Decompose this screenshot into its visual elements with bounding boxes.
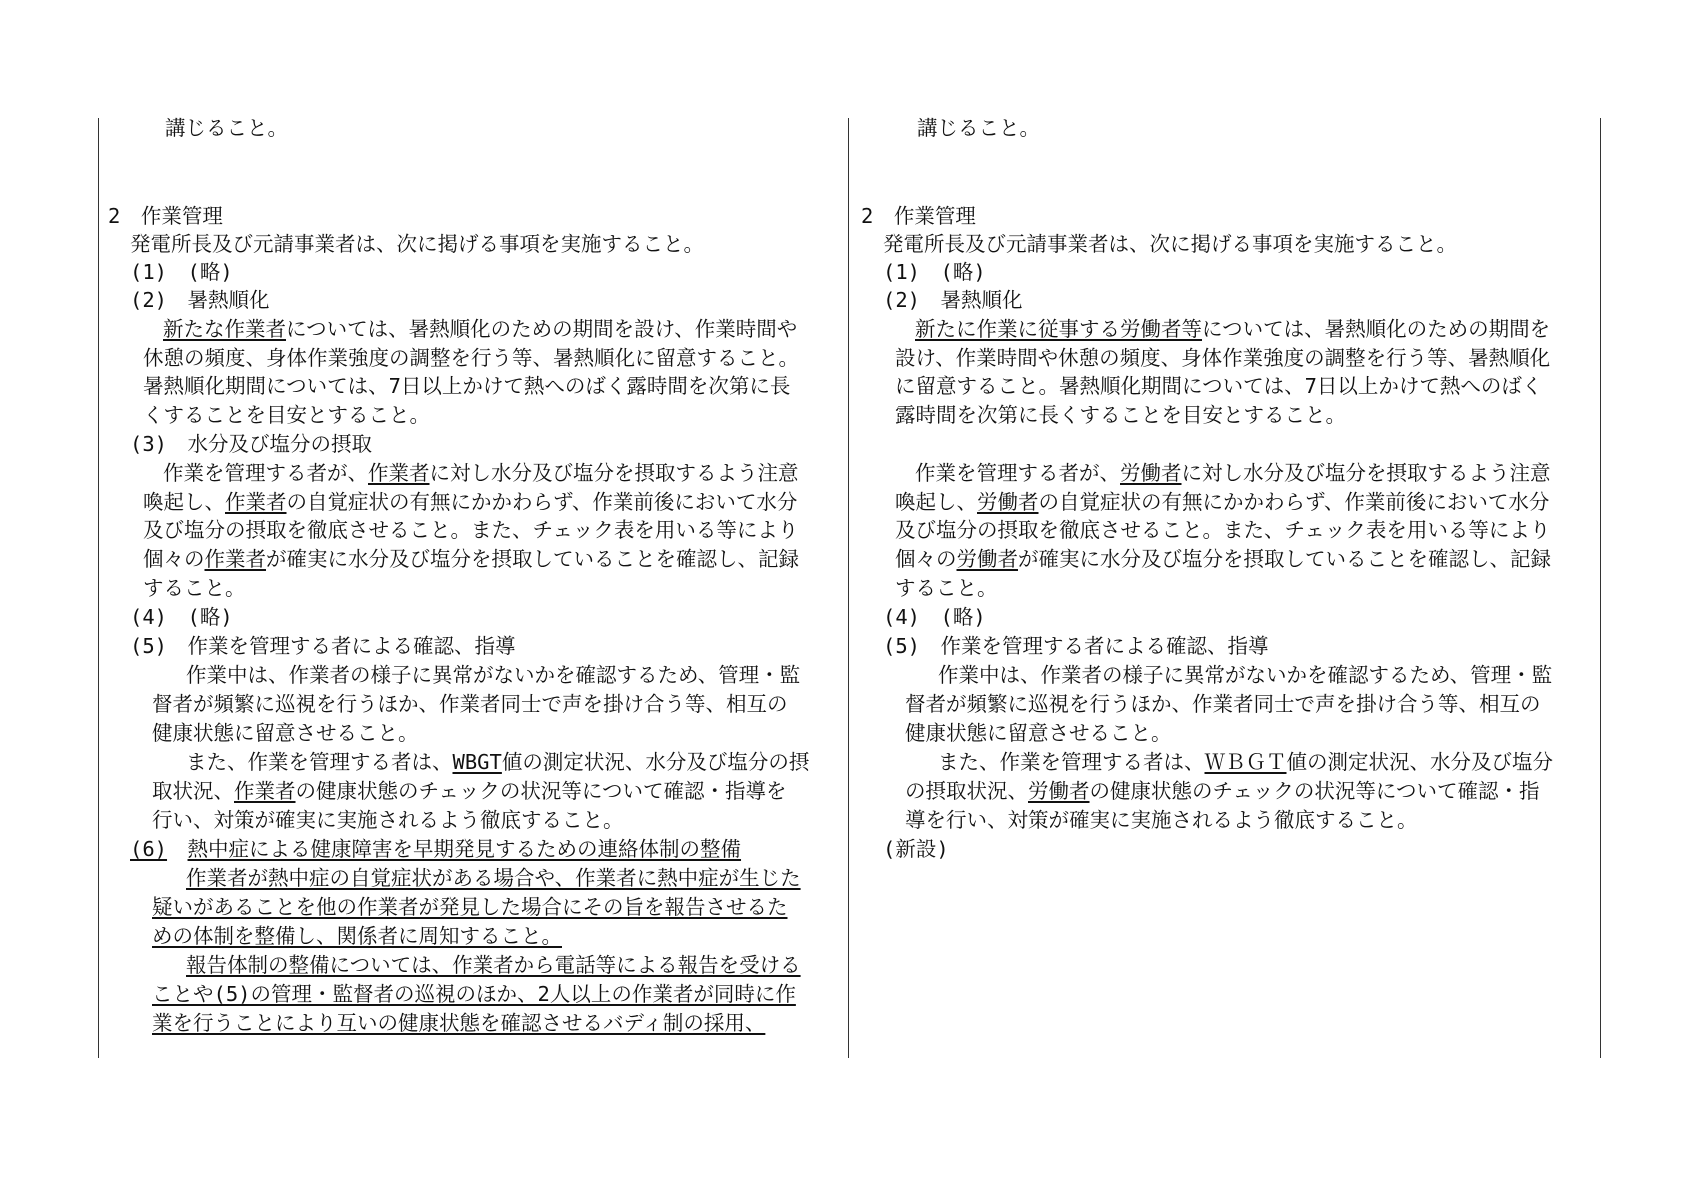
left-text-line bbox=[130, 258, 233, 287]
text-segment: 作業中は、作業者の様子に異常がないかを確認するため、管理・監 bbox=[186, 663, 801, 687]
underlined-text: 作業者 bbox=[225, 490, 287, 514]
text-segment: 値の測定状況、水分及び塩分 bbox=[1286, 750, 1553, 774]
text-segment: 健康状態に留意させること。 bbox=[905, 721, 1172, 745]
text-segment: 発電所長及び元請事業者は、次に掲げる事項を実施すること。 bbox=[130, 232, 704, 256]
text-segment: 値の測定状況、水分及び塩分の摂 bbox=[501, 750, 810, 774]
text-segment: の健康状態のチェックの状況等について確認・指導を bbox=[295, 779, 787, 803]
text-segment: 暑熱順化期間については、7日以上かけて熱へのばく露時間を次第に長 bbox=[143, 374, 791, 398]
left-text-line bbox=[152, 922, 562, 951]
right-text-line bbox=[861, 202, 976, 231]
left-text-line bbox=[130, 603, 233, 632]
text-segment: (3) 水分及び塩分の摂取 bbox=[130, 432, 373, 456]
text-segment: 督者が頻繁に巡視を行うほか、作業者同士で声を掛け合う等、相互の bbox=[905, 692, 1541, 716]
right-text-line bbox=[883, 258, 986, 287]
left-text-line bbox=[152, 777, 786, 806]
text-segment: については、暑熱順化のための期間を設け、作業時間や bbox=[286, 317, 798, 341]
left-text-line bbox=[130, 835, 741, 864]
text-segment: (4) (略) bbox=[883, 605, 986, 629]
left-text-line bbox=[130, 430, 372, 459]
left-text-line bbox=[152, 1009, 765, 1038]
left-text-line bbox=[186, 661, 800, 690]
text-segment: (2) 暑熱順化 bbox=[130, 288, 270, 312]
left-text-line bbox=[152, 893, 788, 922]
underlined-text: WBGT bbox=[452, 750, 502, 774]
underlined-text: 労働者 bbox=[956, 547, 1018, 571]
underlined-text: 業を行うことにより互いの健康状態を確認させるバディ制の採用、 bbox=[152, 1011, 766, 1035]
right-text-line bbox=[915, 459, 1551, 488]
text-segment: の摂取状況、 bbox=[905, 779, 1028, 803]
right-text-line bbox=[883, 835, 949, 864]
left-text-line bbox=[186, 864, 801, 893]
text-segment: 露時間を次第に長くすることを目安とすること。 bbox=[895, 403, 1346, 427]
underlined-text: 熱中症による健康障害を早期発見するための連絡体制の整備 bbox=[187, 837, 742, 861]
right-text-line bbox=[883, 632, 1269, 661]
underlined-text: (6) bbox=[130, 837, 168, 861]
right-text-line bbox=[905, 777, 1539, 806]
text-segment: 作業を管理する者が、 bbox=[163, 461, 368, 485]
underlined-text: めの体制を整備し、関係者に周知すること。 bbox=[152, 924, 562, 948]
left-text-line bbox=[143, 516, 798, 545]
text-segment: また、作業を管理する者は、 bbox=[938, 750, 1205, 774]
left-text-line bbox=[130, 286, 270, 315]
text-segment: (2) 暑熱順化 bbox=[883, 288, 1023, 312]
text-segment: 行い、対策が確実に実施されるよう徹底すること。 bbox=[152, 808, 624, 832]
underlined-text: 作業者 bbox=[234, 779, 296, 803]
underlined-text: 新たな作業者 bbox=[163, 317, 286, 341]
text-segment: (1) (略) bbox=[130, 260, 233, 284]
underlined-text: ＷＢＧＴ bbox=[1204, 750, 1287, 774]
left-text-line bbox=[130, 632, 516, 661]
text-segment: 設け、作業時間や休憩の頻度、身体作業強度の調整を行う等、暑熱順化 bbox=[895, 346, 1551, 370]
left-text-line bbox=[163, 459, 799, 488]
right-text-line bbox=[905, 719, 1172, 748]
text-segment: の自覚症状の有無にかかわらず、作業前後において水分 bbox=[1038, 490, 1550, 514]
text-segment: に対し水分及び塩分を摂取するよう注意 bbox=[429, 461, 799, 485]
right-text-line bbox=[895, 545, 1551, 574]
left-text-line bbox=[143, 574, 246, 603]
right-text-line bbox=[895, 401, 1346, 430]
text-segment: 喚起し、 bbox=[143, 490, 225, 514]
text-segment: に留意すること。暑熱順化期間については、7日以上かけて熱へのばく bbox=[895, 374, 1543, 398]
text-segment: が確実に水分及び塩分を摂取していることを確認し、記録 bbox=[266, 547, 799, 571]
underlined-text: 新たに作業に従事する労働者等 bbox=[915, 317, 1202, 341]
text-segment: (1) (略) bbox=[883, 260, 986, 284]
left-text-line bbox=[143, 372, 790, 401]
text-segment: については、暑熱順化のための期間を bbox=[1202, 317, 1551, 341]
underlined-text: 疑いがあることを他の作業者が発見した場合にその旨を報告させるた bbox=[152, 895, 788, 919]
left-text-line bbox=[186, 748, 809, 777]
underlined-text: 労働者 bbox=[1028, 779, 1090, 803]
text-segment: の自覚症状の有無にかかわらず、作業前後において水分 bbox=[286, 490, 798, 514]
left-text-line bbox=[143, 488, 797, 517]
underlined-text: 労働者 bbox=[1120, 461, 1182, 485]
left-text-line bbox=[186, 951, 801, 980]
right-text-line bbox=[895, 344, 1550, 373]
right-text-line bbox=[905, 806, 1418, 835]
text-segment: 喚起し、 bbox=[895, 490, 977, 514]
left-text-line bbox=[152, 980, 796, 1009]
right-text-line bbox=[915, 315, 1550, 344]
left-text-line bbox=[152, 806, 624, 835]
left-text-line bbox=[143, 344, 799, 373]
right-text-line bbox=[895, 488, 1549, 517]
right-text-line bbox=[905, 690, 1541, 719]
left-border-line bbox=[98, 118, 99, 1058]
center-divider-line bbox=[848, 118, 849, 1058]
text-segment: 督者が頻繁に巡視を行うほか、作業者同士で声を掛け合う等、相互の bbox=[152, 692, 788, 716]
right-text-line bbox=[895, 516, 1550, 545]
underlined-text: 労働者 bbox=[977, 490, 1039, 514]
text-segment: すること。 bbox=[895, 576, 998, 600]
text-segment: 導を行い、対策が確実に実施されるよう徹底すること。 bbox=[905, 808, 1418, 832]
text-segment: に対し水分及び塩分を摂取するよう注意 bbox=[1181, 461, 1551, 485]
right-text-line bbox=[938, 748, 1553, 777]
text-segment: 個々の bbox=[143, 547, 205, 571]
right-text-line bbox=[883, 286, 1023, 315]
right-text-line bbox=[917, 114, 1040, 143]
left-text-line bbox=[130, 230, 704, 259]
right-text-line bbox=[938, 661, 1552, 690]
text-segment: 休憩の頻度、身体作業強度の調整を行う等、暑熱順化に留意すること。 bbox=[143, 346, 799, 370]
left-text-line bbox=[143, 545, 799, 574]
text-segment: (4) (略) bbox=[130, 605, 233, 629]
text-segment: (5) 作業を管理する者による確認、指導 bbox=[130, 634, 516, 658]
right-border-line bbox=[1600, 118, 1601, 1058]
left-text-line bbox=[108, 202, 223, 231]
underlined-text: 報告体制の整備については、作業者から電話等による報告を受ける bbox=[186, 953, 801, 977]
left-text-line bbox=[152, 719, 419, 748]
text-segment: (新設) bbox=[883, 837, 949, 861]
text-segment: (5) 作業を管理する者による確認、指導 bbox=[883, 634, 1269, 658]
underlined-text: 作業者 bbox=[204, 547, 266, 571]
text-segment: 講じること。 bbox=[917, 116, 1040, 140]
text-segment: 発電所長及び元請事業者は、次に掲げる事項を実施すること。 bbox=[883, 232, 1457, 256]
left-text-line bbox=[165, 114, 288, 143]
text-segment: 作業中は、作業者の様子に異常がないかを確認するため、管理・監 bbox=[938, 663, 1553, 687]
text-segment: 及び塩分の摂取を徹底させること。また、チェック表を用いる等により bbox=[895, 518, 1551, 542]
text-segment: 2 作業管理 bbox=[861, 204, 976, 228]
left-text-line bbox=[152, 690, 788, 719]
text-segment: が確実に水分及び塩分を摂取していることを確認し、記録 bbox=[1018, 547, 1551, 571]
right-text-line bbox=[895, 372, 1542, 401]
text-segment: 取状況、 bbox=[152, 779, 234, 803]
text-segment: 個々の bbox=[895, 547, 957, 571]
text-segment bbox=[167, 837, 188, 861]
text-segment: すること。 bbox=[143, 576, 246, 600]
text-segment: また、作業を管理する者は、 bbox=[186, 750, 453, 774]
underlined-text: 作業者 bbox=[368, 461, 430, 485]
text-segment: 講じること。 bbox=[165, 116, 288, 140]
text-segment: 2 作業管理 bbox=[108, 204, 223, 228]
text-segment: 作業を管理する者が、 bbox=[915, 461, 1120, 485]
text-segment: の健康状態のチェックの状況等について確認・指 bbox=[1089, 779, 1540, 803]
underlined-text: ことや(5)の管理・監督者の巡視のほか、2人以上の作業者が同時に作 bbox=[152, 982, 796, 1006]
text-segment: 及び塩分の摂取を徹底させること。また、チェック表を用いる等により bbox=[143, 518, 799, 542]
underlined-text: 作業者が熱中症の自覚症状がある場合や、作業者に熱中症が生じた bbox=[186, 866, 801, 890]
right-text-line bbox=[883, 603, 986, 632]
text-segment: 健康状態に留意させること。 bbox=[152, 721, 419, 745]
right-text-line bbox=[883, 230, 1457, 259]
right-text-line bbox=[895, 574, 998, 603]
text-segment: くすることを目安とすること。 bbox=[143, 403, 430, 427]
left-text-line bbox=[163, 315, 797, 344]
left-text-line bbox=[143, 401, 430, 430]
